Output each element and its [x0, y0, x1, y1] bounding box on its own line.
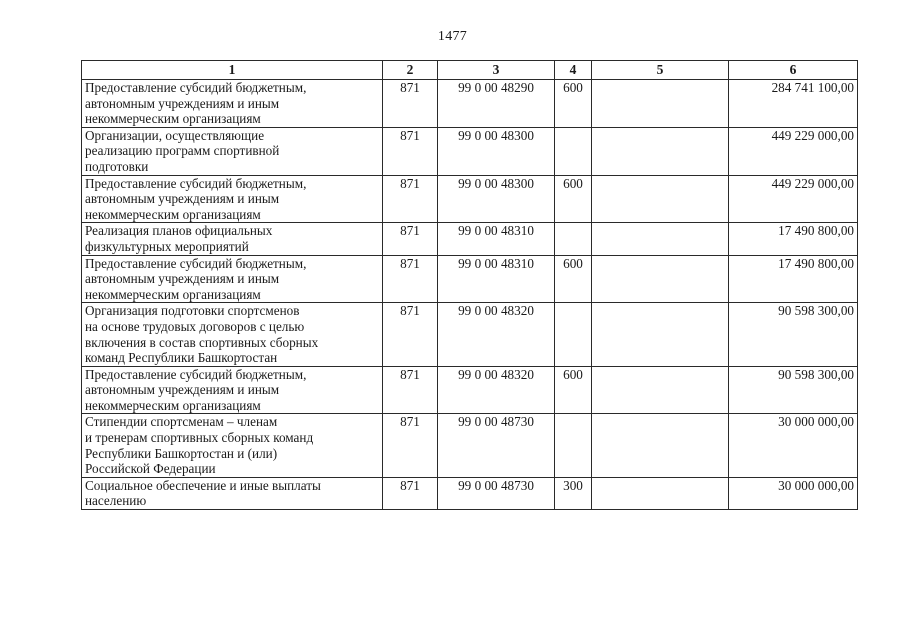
- row-gr-code: 871: [383, 223, 438, 255]
- row-name-line: Организация подготовки спортсменов: [85, 303, 300, 319]
- row-gr-code: 871: [383, 255, 438, 303]
- row-vr-code: [555, 223, 592, 255]
- table-row: [82, 175, 858, 223]
- row-name: [82, 223, 383, 255]
- row-name-line: на основе трудовых договоров с целью: [85, 318, 305, 334]
- row-col5: [592, 303, 729, 366]
- table-row: [82, 255, 858, 303]
- header-col-1: 1: [82, 61, 383, 80]
- row-name-line: Стипендии спортсменам – членам: [85, 414, 278, 430]
- budget-table: [81, 60, 858, 510]
- table-row: [82, 223, 858, 255]
- row-amount: 30 000 000,00: [729, 477, 858, 509]
- table-row: [82, 127, 858, 175]
- row-name: [82, 175, 383, 223]
- row-col5: [592, 255, 729, 303]
- row-vr-code: [555, 127, 592, 175]
- row-csr-code: 99 0 00 48300: [438, 127, 555, 175]
- table-row: [82, 414, 858, 477]
- row-name: [82, 80, 383, 128]
- row-name-line: автономным учреждениям и иным: [85, 271, 280, 287]
- row-gr-code: 871: [383, 175, 438, 223]
- row-name-line: населению: [85, 493, 147, 509]
- row-csr-code: 99 0 00 48320: [438, 366, 555, 414]
- row-csr-code: 99 0 00 48320: [438, 303, 555, 366]
- row-csr-code: 99 0 00 48300: [438, 175, 555, 223]
- row-name-line: команд Республики Башкортостан: [85, 350, 278, 366]
- header-col-6: 6: [729, 61, 858, 80]
- row-name-line: реализацию программ спортивной: [85, 143, 280, 159]
- row-amount: 17 490 800,00: [729, 223, 858, 255]
- header-col-5: 5: [592, 61, 729, 80]
- page-number: 1477: [437, 29, 468, 44]
- row-gr-code: 871: [383, 303, 438, 366]
- row-gr-code: 871: [383, 127, 438, 175]
- row-vr-code: 600: [555, 366, 592, 414]
- row-vr-code: [555, 414, 592, 477]
- row-name-line: автономным учреждениям и иным: [85, 95, 280, 111]
- row-name-line: Реализация планов официальных: [85, 223, 273, 239]
- row-csr-code: 99 0 00 48730: [438, 477, 555, 509]
- table-row: [82, 80, 858, 128]
- table-row: [82, 366, 858, 414]
- header-row: [82, 61, 858, 80]
- row-name-line: включения в состав спортивных сборных: [85, 334, 319, 350]
- header-col-2: 2: [383, 61, 438, 80]
- row-amount: 449 229 000,00: [729, 127, 858, 175]
- header-col-4: 4: [555, 61, 592, 80]
- row-col5: [592, 175, 729, 223]
- row-name-line: Предоставление субсидий бюджетным,: [85, 255, 307, 271]
- row-name-line: Предоставление субсидий бюджетным,: [85, 366, 307, 382]
- row-col5: [592, 127, 729, 175]
- row-name-line: Российской Федерации: [85, 461, 216, 477]
- table-row: [82, 477, 858, 509]
- row-csr-code: 99 0 00 48290: [438, 80, 555, 128]
- row-vr-code: 600: [555, 255, 592, 303]
- row-name: [82, 366, 383, 414]
- row-name-line: подготовки: [85, 158, 149, 174]
- row-col5: [592, 223, 729, 255]
- table-body: [82, 80, 858, 510]
- row-col5: [592, 477, 729, 509]
- row-name-line: и тренерам спортивных сборных команд: [85, 430, 314, 446]
- row-name: [82, 255, 383, 303]
- row-name-line: некоммерческим организациям: [85, 111, 261, 127]
- row-gr-code: 871: [383, 477, 438, 509]
- row-csr-code: 99 0 00 48310: [438, 223, 555, 255]
- row-name-line: Социальное обеспечение и иные выплаты: [85, 477, 321, 493]
- row-gr-code: 871: [383, 366, 438, 414]
- row-amount: 30 000 000,00: [729, 414, 858, 477]
- row-name-line: физкультурных мероприятий: [85, 238, 249, 254]
- row-vr-code: 600: [555, 175, 592, 223]
- row-name-line: некоммерческим организациям: [85, 206, 261, 222]
- row-vr-code: [555, 303, 592, 366]
- row-name: [82, 477, 383, 509]
- row-amount: 90 598 300,00: [729, 366, 858, 414]
- row-csr-code: 99 0 00 48730: [438, 414, 555, 477]
- row-name-line: Республики Башкортостан и (или): [85, 445, 278, 461]
- table-header: [82, 61, 858, 80]
- row-csr-code: 99 0 00 48310: [438, 255, 555, 303]
- row-name-line: некоммерческим организациям: [85, 286, 261, 302]
- row-gr-code: 871: [383, 414, 438, 477]
- row-col5: [592, 414, 729, 477]
- row-vr-code: 600: [555, 80, 592, 128]
- row-vr-code: 300: [555, 477, 592, 509]
- row-amount: 17 490 800,00: [729, 255, 858, 303]
- row-amount: 90 598 300,00: [729, 303, 858, 366]
- row-amount: 284 741 100,00: [729, 80, 858, 128]
- row-col5: [592, 80, 729, 128]
- header-col-3: 3: [438, 61, 555, 80]
- row-name-line: автономным учреждениям и иным: [85, 382, 280, 398]
- row-name-line: Предоставление субсидий бюджетным,: [85, 175, 307, 191]
- row-name-line: некоммерческим организациям: [85, 397, 261, 413]
- row-name-line: Организации, осуществляющие: [85, 127, 265, 143]
- row-name: [82, 303, 383, 366]
- row-gr-code: 871: [383, 80, 438, 128]
- row-amount: 449 229 000,00: [729, 175, 858, 223]
- row-col5: [592, 366, 729, 414]
- row-name-line: автономным учреждениям и иным: [85, 191, 280, 207]
- row-name: [82, 414, 383, 477]
- table-row: [82, 303, 858, 366]
- row-name: [82, 127, 383, 175]
- row-name-line: Предоставление субсидий бюджетным,: [85, 80, 307, 95]
